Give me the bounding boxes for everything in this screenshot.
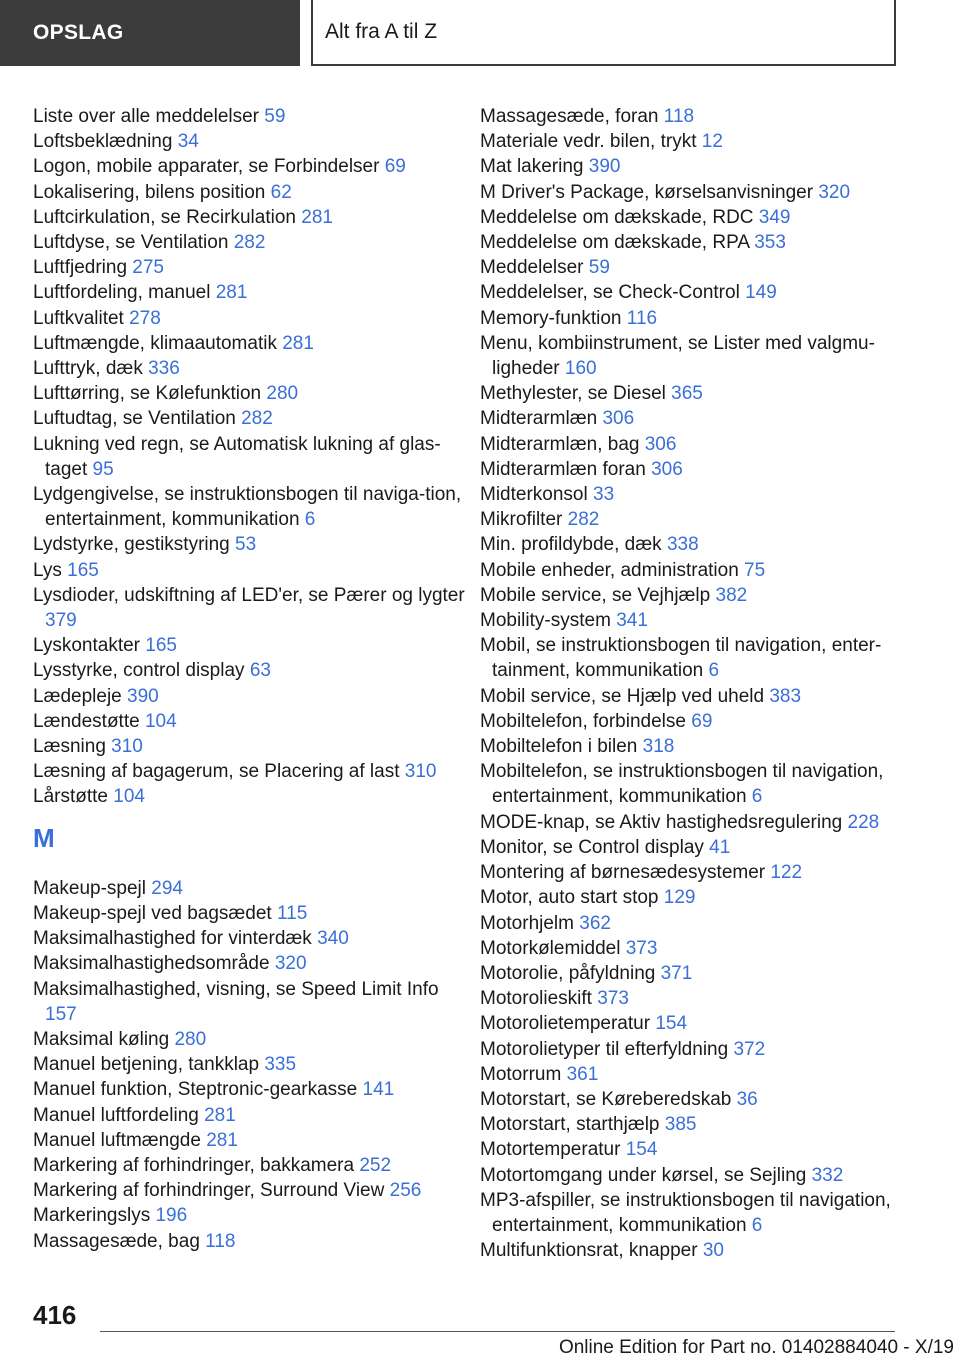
index-entry-text: Maksimalhastighed, visning, se Speed Limit Info — [33, 978, 439, 1000]
page-reference-link[interactable]: 282 — [233, 232, 266, 254]
index-entry — [33, 684, 473, 709]
index-entry-text: Lydstyrke, gestikstyring — [33, 534, 230, 556]
index-entry — [33, 734, 473, 759]
index-entry — [33, 205, 473, 230]
page-reference-link[interactable]: 69 — [691, 710, 713, 732]
page-reference-link[interactable]: 320 — [818, 181, 851, 203]
index-entry-text: Massagesæde, foran — [480, 106, 659, 127]
page-reference-link[interactable]: 310 — [404, 761, 437, 783]
index-entry — [33, 951, 473, 976]
index-entry — [33, 129, 473, 154]
page-reference-link[interactable]: 310 — [111, 736, 143, 758]
index-entry-text: Luftcirkulation, se Recirkulation — [33, 206, 296, 228]
index-entry-text: Manuel funktion, Steptronic-gearkasse — [33, 1079, 358, 1101]
page-reference-link[interactable]: 379 — [45, 610, 77, 632]
index-entry — [33, 1027, 473, 1052]
index-entry — [480, 1037, 900, 1062]
index-entry-text: Luftfordeling, manuel — [33, 282, 211, 304]
page-reference-link[interactable]: 373 — [597, 988, 629, 1010]
index-entry — [480, 1163, 900, 1188]
index-entry-text: Mobil service, se Hjælp ved uheld — [480, 685, 765, 707]
index-entry — [33, 482, 473, 532]
page-reference-link[interactable]: 280 — [174, 1028, 207, 1050]
index-entry — [33, 1052, 473, 1077]
page-reference-link[interactable]: 332 — [811, 1164, 844, 1186]
index-list-m — [33, 876, 473, 1254]
page-reference-link[interactable]: 362 — [579, 912, 611, 934]
index-entry — [33, 977, 473, 1027]
index-entry — [480, 1087, 900, 1112]
page-reference-link[interactable]: 280 — [266, 383, 299, 405]
index-entry — [33, 926, 473, 951]
index-entry-text: Montering af børnesædesystemer — [480, 862, 766, 884]
page-reference-link[interactable]: 12 — [701, 131, 723, 153]
index-entry-text: Min. profildybde, dæk — [480, 534, 662, 556]
index-entry-text: Massagesæde, bag — [33, 1230, 200, 1252]
page-reference-link[interactable]: 228 — [847, 811, 880, 833]
index-entry — [480, 154, 900, 179]
page-reference-link[interactable]: 160 — [564, 358, 597, 380]
page-reference-link[interactable]: 320 — [274, 953, 307, 975]
index-entry — [33, 583, 473, 633]
page-reference-link[interactable]: 390 — [127, 685, 159, 707]
index-entry — [480, 633, 900, 683]
page-reference-link[interactable]: 6 — [751, 786, 763, 808]
page-reference-link[interactable]: 6 — [751, 1214, 763, 1236]
index-entry-text: Motorolieskift — [480, 988, 592, 1010]
page-reference-link[interactable]: 390 — [588, 156, 621, 178]
index-entry — [33, 901, 473, 926]
index-entry-text: Midterarmlæn — [480, 408, 598, 430]
page-reference-link[interactable]: 69 — [384, 156, 406, 178]
index-entry — [33, 406, 473, 431]
page-reference-link[interactable]: 154 — [625, 1139, 658, 1161]
index-entry — [480, 709, 900, 734]
index-entry-text: Markering af forhindringer, Surround View — [33, 1180, 385, 1202]
index-entry — [480, 860, 900, 885]
index-entry-text: Lydgengivelse, se instruktionsbogen til naviga-tion, entertainment, kommunikation — [33, 484, 462, 531]
index-entry — [480, 759, 900, 809]
index-entry — [33, 104, 473, 129]
index-entry — [480, 306, 900, 331]
page-reference-link[interactable]: 34 — [177, 131, 199, 153]
page-reference-link[interactable]: 118 — [663, 106, 695, 127]
index-entry-text: Luftdyse, se Ventilation — [33, 232, 229, 254]
page-reference-link[interactable]: 282 — [241, 408, 273, 430]
index-entry — [480, 532, 900, 557]
index-entry — [480, 558, 900, 583]
index-entry-text: Mobility-system — [480, 610, 611, 632]
index-entry-text: Mobile service, se Vejhjælp — [480, 584, 711, 606]
footer-divider — [100, 1331, 895, 1332]
page-reference-link[interactable]: 196 — [155, 1205, 188, 1227]
page-reference-link[interactable]: 6 — [708, 660, 720, 682]
index-entry — [33, 306, 473, 331]
index-entry-text: Motorrum — [480, 1063, 562, 1085]
index-entry-text: Loftsbeklædning — [33, 131, 173, 153]
page-reference-link[interactable]: 256 — [389, 1180, 422, 1202]
index-entry-text: Motorolie, påfyldning — [480, 962, 656, 984]
index-entry-text: Makeup-spejl — [33, 877, 146, 899]
page-reference-link[interactable]: 373 — [625, 937, 658, 959]
index-entry — [480, 1188, 900, 1238]
index-entry — [480, 205, 900, 230]
index-entry-text: Mobiltelefon, forbindelse — [480, 710, 686, 732]
index-entry-text: Mikrofilter — [480, 509, 563, 531]
index-entry-text: Materiale vedr. bilen, trykt — [480, 131, 697, 153]
index-entry — [480, 432, 900, 457]
page-reference-link[interactable]: 382 — [715, 584, 748, 606]
index-entry-text: MP3-afspiller, se instruktionsbogen til navigation, entertainment, kommunikation — [480, 1189, 891, 1236]
index-entry — [480, 684, 900, 709]
page-reference-link[interactable]: 372 — [733, 1038, 766, 1060]
index-entry — [480, 583, 900, 608]
index-entry-text: Meddelelser, se Check-Control — [480, 282, 740, 304]
index-entry — [33, 1103, 473, 1128]
index-entry — [480, 608, 900, 633]
page-reference-link[interactable]: 275 — [132, 257, 164, 279]
index-entry-text: Motortomgang under kørsel, se Sejling — [480, 1164, 807, 1186]
index-entry — [33, 759, 473, 784]
page-reference-link[interactable]: 62 — [270, 181, 292, 203]
index-entry-text: M Driver's Package, kørselsanvisninger — [480, 181, 814, 203]
index-entry-text: Markeringslys — [33, 1205, 151, 1227]
index-entry-text: Lyskontakter — [33, 635, 141, 657]
page-reference-link[interactable]: 294 — [151, 877, 183, 899]
index-entry-text: Manuel betjening, tankklap — [33, 1054, 260, 1076]
index-entry-text: Lændestøtte — [33, 710, 140, 732]
index-entry-text: Monitor, se Control display — [480, 836, 704, 858]
index-entry — [33, 658, 473, 683]
index-entry — [480, 734, 900, 759]
index-entry — [33, 1077, 473, 1102]
index-column-right — [480, 104, 900, 1263]
page-reference-link[interactable]: 306 — [644, 433, 677, 455]
index-entry — [480, 180, 900, 205]
index-entry-text: Motor, auto start stop — [480, 887, 659, 909]
page-reference-link[interactable]: 281 — [282, 332, 314, 354]
page-reference-link[interactable]: 141 — [362, 1079, 395, 1101]
index-entry — [480, 911, 900, 936]
page-reference-link[interactable]: 341 — [616, 610, 648, 632]
page-reference-link[interactable]: 371 — [660, 962, 693, 984]
index-entry — [480, 961, 900, 986]
page-reference-link[interactable]: 95 — [92, 458, 114, 480]
page-reference-link[interactable]: 385 — [664, 1114, 697, 1136]
index-entry — [480, 255, 900, 280]
index-entry — [33, 784, 473, 809]
page-reference-link[interactable]: 282 — [567, 509, 600, 531]
index-entry-text: Midterarmlæn foran — [480, 458, 646, 480]
index-entry — [480, 381, 900, 406]
index-entry-text: Maksimalhastighedsområde — [33, 953, 270, 975]
page-header — [0, 0, 960, 66]
index-entry — [480, 986, 900, 1011]
index-entry-text: Lysstyrke, control display — [33, 660, 245, 682]
index-entry — [33, 331, 473, 356]
page-reference-link[interactable]: 63 — [249, 660, 271, 682]
index-entry-text: Midterkonsol — [480, 484, 588, 506]
index-entry-text: Motorhjelm — [480, 912, 574, 934]
section-tab: OPSLAG — [0, 0, 300, 66]
index-entry-text: Maksimalhastighed for vinterdæk — [33, 928, 312, 950]
index-entry — [33, 709, 473, 734]
index-entry-text: Mat lakering — [480, 156, 584, 178]
index-entry — [480, 280, 900, 305]
page-reference-link[interactable]: 118 — [205, 1230, 236, 1252]
index-entry-text: Memory-funktion — [480, 307, 622, 329]
index-entry — [33, 532, 473, 557]
page-reference-link[interactable]: 157 — [45, 1003, 77, 1025]
index-entry — [33, 1178, 473, 1203]
page-reference-link[interactable]: 154 — [655, 1013, 688, 1035]
index-entry-text: Makeup-spejl ved bagsædet — [33, 902, 272, 924]
index-entry — [480, 1137, 900, 1162]
index-entry-text: Luftmængde, klimaautomatik — [33, 332, 277, 354]
index-entry-text: Lufttørring, se Kølefunktion — [33, 383, 262, 405]
index-entry — [33, 255, 473, 280]
index-list-l — [33, 104, 473, 810]
page-reference-link[interactable]: 306 — [651, 458, 683, 480]
page-reference-link[interactable]: 122 — [770, 862, 803, 884]
index-list-right — [480, 104, 900, 1263]
page-reference-link[interactable]: 129 — [663, 887, 696, 909]
index-entry — [33, 558, 473, 583]
page-reference-link[interactable]: 116 — [626, 307, 658, 329]
index-entry-text: Lokalisering, bilens position — [33, 181, 266, 203]
index-entry-text: Lårstøtte — [33, 786, 108, 808]
page-reference-link[interactable]: 252 — [359, 1154, 392, 1176]
index-entry-text: Meddelelse om dækskade, RPA — [480, 232, 749, 254]
index-entry — [480, 885, 900, 910]
index-entry — [33, 1203, 473, 1228]
section-letter: M — [33, 822, 55, 853]
index-entry-text: Manuel luftfordeling — [33, 1104, 199, 1126]
index-entry — [480, 507, 900, 532]
index-entry-text: Lys — [33, 559, 62, 581]
page-reference-link[interactable]: 318 — [642, 736, 675, 758]
index-entry — [33, 1229, 473, 1254]
index-entry-text: MODE-knap, se Aktiv hastighedsregulering — [480, 811, 843, 833]
index-entry-text: Mobiltelefon i bilen — [480, 736, 638, 758]
index-entry — [480, 1062, 900, 1087]
index-entry — [33, 356, 473, 381]
index-entry-text: Lysdioder, udskiftning af LED'er, se Pærer og lygter — [33, 584, 465, 606]
index-column-left — [33, 104, 473, 1254]
page-reference-link[interactable]: 281 — [301, 206, 333, 228]
index-entry — [480, 482, 900, 507]
index-entry-text: Menu, kombiinstrument, se Lister med valgmu-ligheder — [480, 332, 875, 380]
index-entry — [33, 280, 473, 305]
page-reference-link[interactable]: 383 — [769, 685, 802, 707]
page-reference-link[interactable]: 335 — [264, 1054, 297, 1076]
index-entry — [33, 1128, 473, 1153]
page-reference-link[interactable]: 41 — [709, 836, 731, 858]
edition-note: Online Edition for Part no. 01402884040 - X/19 — [558, 1337, 954, 1358]
index-entry-text: Logon, mobile apparater, se Forbindelser — [33, 156, 380, 178]
index-entry — [33, 154, 473, 179]
page-reference-link[interactable]: 281 — [206, 1129, 238, 1151]
page-reference-link[interactable]: 149 — [745, 282, 777, 304]
index-entry — [480, 1112, 900, 1137]
page-reference-link[interactable]: 33 — [593, 484, 615, 506]
index-entry-text: Maksimal køling — [33, 1028, 170, 1050]
page-reference-link[interactable]: 278 — [129, 307, 161, 329]
index-entry — [33, 633, 473, 658]
index-entry-text: Motorstart, starthjælp — [480, 1114, 660, 1136]
index-entry-text: Liste over alle meddelelser — [33, 106, 260, 127]
page-reference-link[interactable]: 59 — [588, 257, 610, 279]
index-entry — [33, 1153, 473, 1178]
page-reference-link[interactable]: 338 — [666, 534, 699, 556]
index-entry-text: Lædepleje — [33, 685, 122, 707]
page-reference-link[interactable]: 281 — [204, 1104, 236, 1126]
index-entry-text: Mobile enheder, administration — [480, 559, 739, 581]
index-entry — [480, 457, 900, 482]
index-entry — [480, 331, 900, 381]
page-reference-link[interactable]: 281 — [215, 282, 248, 304]
index-entry-text: Læsning — [33, 736, 106, 758]
index-entry-text: Markering af forhindringer, bakkamera — [33, 1154, 355, 1176]
page-reference-link[interactable]: 353 — [754, 232, 786, 254]
index-entry — [33, 180, 473, 205]
index-entry — [480, 936, 900, 961]
index-entry-text: Meddelelse om dækskade, RDC — [480, 206, 754, 228]
index-entry-text: Lukning ved regn, se Automatisk lukning af glas-taget — [33, 433, 441, 480]
page-reference-link[interactable]: 59 — [264, 106, 286, 127]
page-reference-link[interactable]: 53 — [235, 534, 257, 556]
page-reference-link[interactable]: 306 — [602, 408, 635, 430]
index-entry-text: Multifunktionsrat, knapper — [480, 1240, 698, 1262]
index-entry-text: Motorkølemiddel — [480, 937, 621, 959]
page-reference-link[interactable]: 104 — [113, 786, 145, 808]
page-reference-link[interactable]: 336 — [148, 358, 180, 380]
page-reference-link[interactable]: 165 — [145, 635, 177, 657]
index-entry-text: Motorolietemperatur — [480, 1013, 651, 1035]
page-number: 416 — [33, 1300, 77, 1330]
index-entry-text: Luftkvalitet — [33, 307, 124, 329]
page-reference-link[interactable]: 75 — [744, 559, 766, 581]
page-reference-link[interactable]: 361 — [566, 1063, 599, 1085]
page-reference-link[interactable]: 115 — [276, 902, 308, 924]
index-entry-text: Mobiltelefon, se instruktionsbogen til navigation, entertainment, kommunikation — [480, 761, 884, 808]
index-entry-text: Motortemperatur — [480, 1139, 621, 1161]
index-entry — [480, 810, 900, 835]
page-reference-link[interactable]: 104 — [144, 710, 177, 732]
index-entry — [33, 432, 473, 482]
index-entry — [480, 230, 900, 255]
page-reference-link[interactable]: 30 — [702, 1240, 724, 1262]
index-entry-text: Læsning af bagagerum, se Placering af last — [33, 761, 400, 783]
index-entry-text: Luftfjedring — [33, 257, 128, 279]
page-reference-link[interactable]: 165 — [67, 559, 99, 581]
chapter-title: Alt fra A til Z — [311, 0, 896, 66]
index-entry-text: Manuel luftmængde — [33, 1129, 201, 1151]
index-entry-text: Motorstart, se Køreberedskab — [480, 1088, 732, 1110]
index-entry — [480, 406, 900, 431]
index-entry-text: Methylester, se Diesel — [480, 383, 666, 405]
page-reference-link[interactable]: 340 — [317, 928, 349, 950]
index-entry-text: Motorolietyper til efterfyldning — [480, 1038, 729, 1060]
index-entry — [33, 381, 473, 406]
index-entry-text: Luftudtag, se Ventilation — [33, 408, 236, 430]
index-entry — [480, 835, 900, 860]
page-reference-link[interactable]: 365 — [671, 383, 703, 405]
index-entry — [480, 1011, 900, 1036]
page-reference-link[interactable]: 349 — [758, 206, 791, 228]
index-entry-text: Midterarmlæn, bag — [480, 433, 640, 455]
page-reference-link[interactable]: 6 — [304, 509, 316, 531]
index-entry — [480, 104, 900, 129]
index-entry-text: Lufttryk, dæk — [33, 358, 143, 380]
index-entry — [480, 1238, 900, 1263]
index-entry-text: Meddelelser — [480, 257, 584, 279]
index-entry — [33, 876, 473, 901]
index-entry — [33, 230, 473, 255]
index-entry — [480, 129, 900, 154]
index-entry-text: Mobil, se instruktionsbogen til navigation, enter-tainment, kommunikation — [480, 635, 882, 682]
page-reference-link[interactable]: 36 — [736, 1088, 758, 1110]
